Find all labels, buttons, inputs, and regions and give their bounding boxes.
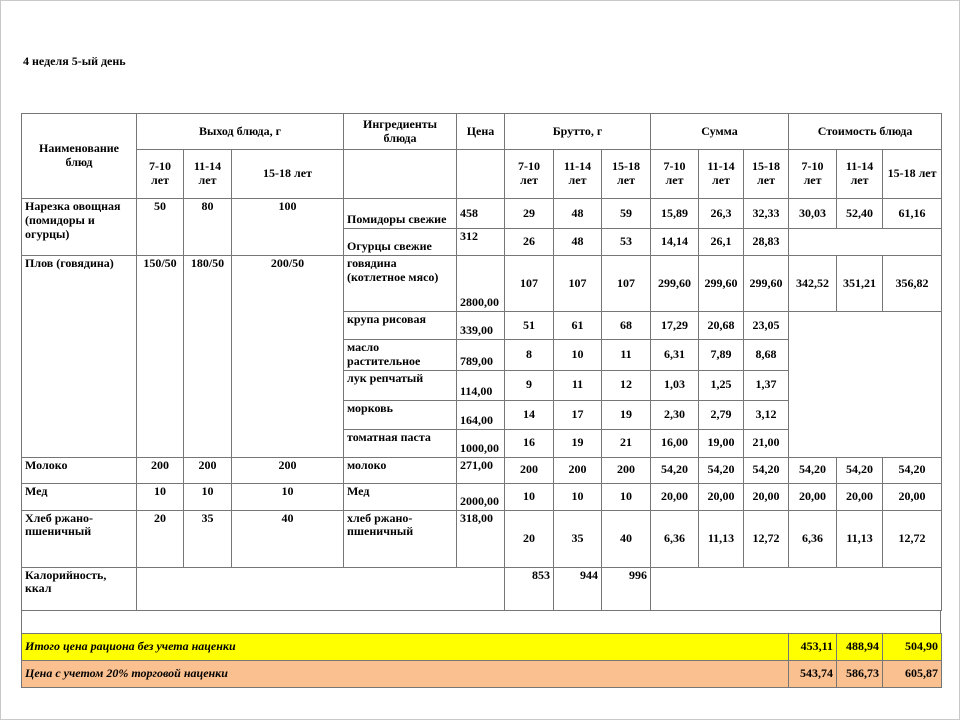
brutto-value: 12 <box>602 370 651 400</box>
markup-value-15-18: 605,87 <box>883 660 942 687</box>
cost-value: 52,40 <box>837 199 883 229</box>
empty-cost-cell <box>789 229 942 256</box>
cost-value: 6,36 <box>789 510 837 567</box>
output-value: 10 <box>184 483 232 510</box>
age-header-sum-7-10: 7-10 лет <box>651 150 699 199</box>
total-value-11-14: 488,94 <box>837 633 883 660</box>
markup-label: Цена с учетом 20% торговой наценки <box>22 660 789 687</box>
sum-value: 6,31 <box>651 340 699 371</box>
brutto-value: 21 <box>602 429 651 457</box>
brutto-value: 19 <box>554 429 602 457</box>
table-row <box>22 457 942 483</box>
sum-value: 299,60 <box>744 256 789 312</box>
header-row-2 <box>22 150 942 199</box>
cost-value: 12,72 <box>883 510 942 567</box>
col-header-dish-name: Наименование блюд <box>22 114 137 199</box>
dish-name: Калорийность, ккал <box>22 567 137 610</box>
sum-value: 20,68 <box>699 312 744 340</box>
cost-value: 54,20 <box>837 457 883 483</box>
price-value: 2800,00 <box>457 256 505 312</box>
cost-value: 351,21 <box>837 256 883 312</box>
age-header-sum-15-18: 15-18 лет <box>744 150 789 199</box>
ingredient-name: Мед <box>344 483 457 510</box>
price-value: 164,00 <box>457 400 505 429</box>
calories-value: 996 <box>602 567 651 610</box>
cost-value: 54,20 <box>883 457 942 483</box>
sum-value: 299,60 <box>651 256 699 312</box>
price-value: 339,00 <box>457 312 505 340</box>
brutto-value: 200 <box>505 457 554 483</box>
sum-value: 54,20 <box>651 457 699 483</box>
brutto-value: 26 <box>505 229 554 256</box>
empty-cell <box>137 567 505 610</box>
output-value: 100 <box>232 199 344 256</box>
cost-value: 30,03 <box>789 199 837 229</box>
spacer-row <box>21 611 941 633</box>
output-value: 180/50 <box>184 256 232 458</box>
sum-value: 299,60 <box>699 256 744 312</box>
brutto-value: 40 <box>602 510 651 567</box>
brutto-value: 59 <box>602 199 651 229</box>
brutto-value: 200 <box>554 457 602 483</box>
sum-value: 32,33 <box>744 199 789 229</box>
price-value: 789,00 <box>457 340 505 371</box>
output-value: 10 <box>232 483 344 510</box>
age-header-output-15-18: 15-18 лет <box>232 150 344 199</box>
cost-value: 356,82 <box>883 256 942 312</box>
markup-value-11-14: 586,73 <box>837 660 883 687</box>
brutto-value: 8 <box>505 340 554 371</box>
brutto-value: 29 <box>505 199 554 229</box>
ingredient-name: Помидоры свежие <box>344 199 457 229</box>
brutto-value: 53 <box>602 229 651 256</box>
sum-value: 1,37 <box>744 370 789 400</box>
sum-value: 21,00 <box>744 429 789 457</box>
dish-name: Молоко <box>22 457 137 483</box>
sum-value: 6,36 <box>651 510 699 567</box>
sum-value: 2,30 <box>651 400 699 429</box>
page-title: 4 неделя 5-ый день <box>23 54 126 68</box>
table-row <box>22 567 942 610</box>
price-value: 318,00 <box>457 510 505 567</box>
ingredient-name: говядина (котлетное мясо) <box>344 256 457 312</box>
sum-value: 28,83 <box>744 229 789 256</box>
col-header-cost: Стоимость блюда <box>789 114 942 150</box>
sum-value: 7,89 <box>699 340 744 371</box>
output-value: 200/50 <box>232 256 344 458</box>
table-row <box>22 510 942 567</box>
price-with-markup-row <box>22 660 942 687</box>
total-label: Итого цена рациона без учета наценки <box>22 633 789 660</box>
ingredient-name: Огурцы свежие <box>344 229 457 256</box>
output-value: 80 <box>184 199 232 256</box>
table-row <box>22 199 942 229</box>
brutto-value: 9 <box>505 370 554 400</box>
ingredient-name: томатная паста <box>344 429 457 457</box>
brutto-value: 35 <box>554 510 602 567</box>
price-value: 1000,00 <box>457 429 505 457</box>
dish-name: Хлеб ржано-пшеничный <box>22 510 137 567</box>
total-value-15-18: 504,90 <box>883 633 942 660</box>
sum-value: 20,00 <box>744 483 789 510</box>
sum-value: 1,25 <box>699 370 744 400</box>
cost-value: 61,16 <box>883 199 942 229</box>
menu-cost-table <box>21 113 942 611</box>
sum-value: 17,29 <box>651 312 699 340</box>
brutto-value: 200 <box>602 457 651 483</box>
cost-value: 342,52 <box>789 256 837 312</box>
brutto-value: 48 <box>554 229 602 256</box>
sum-value: 1,03 <box>651 370 699 400</box>
empty-header-cell <box>457 150 505 199</box>
ingredient-name: крупа рисовая <box>344 312 457 340</box>
age-header-output-7-10: 7-10 лет <box>137 150 184 199</box>
cost-value: 20,00 <box>883 483 942 510</box>
cost-value: 20,00 <box>837 483 883 510</box>
sum-value: 16,00 <box>651 429 699 457</box>
brutto-value: 51 <box>505 312 554 340</box>
price-value: 114,00 <box>457 370 505 400</box>
sum-value: 8,68 <box>744 340 789 371</box>
sum-value: 2,79 <box>699 400 744 429</box>
brutto-value: 107 <box>602 256 651 312</box>
sum-value: 54,20 <box>744 457 789 483</box>
output-value: 20 <box>137 510 184 567</box>
output-value: 150/50 <box>137 256 184 458</box>
output-value: 200 <box>184 457 232 483</box>
brutto-value: 10 <box>554 483 602 510</box>
output-value: 200 <box>232 457 344 483</box>
sum-value: 26,1 <box>699 229 744 256</box>
output-value: 40 <box>232 510 344 567</box>
brutto-value: 16 <box>505 429 554 457</box>
calories-value: 853 <box>505 567 554 610</box>
brutto-value: 17 <box>554 400 602 429</box>
empty-header-cell <box>344 150 457 199</box>
col-header-sum: Сумма <box>651 114 789 150</box>
sum-value: 12,72 <box>744 510 789 567</box>
output-value: 200 <box>137 457 184 483</box>
brutto-value: 107 <box>554 256 602 312</box>
brutto-value: 107 <box>505 256 554 312</box>
total-without-markup-row <box>22 633 942 660</box>
output-value: 50 <box>137 199 184 256</box>
col-header-output: Выход блюда, г <box>137 114 344 150</box>
brutto-value: 11 <box>602 340 651 371</box>
brutto-value: 10 <box>505 483 554 510</box>
cost-value: 54,20 <box>789 457 837 483</box>
totals-table <box>21 633 942 688</box>
brutto-value: 48 <box>554 199 602 229</box>
price-value: 458 <box>457 199 505 229</box>
col-header-ingredients: Ингредиенты блюда <box>344 114 457 150</box>
ingredient-name: масло растительное <box>344 340 457 371</box>
age-header-brutto-15-18: 15-18 лет <box>602 150 651 199</box>
menu-cost-table-wrap <box>21 113 942 688</box>
price-value: 271,00 <box>457 457 505 483</box>
dish-name: Мед <box>22 483 137 510</box>
age-header-brutto-7-10: 7-10 лет <box>505 150 554 199</box>
sum-value: 19,00 <box>699 429 744 457</box>
brutto-value: 61 <box>554 312 602 340</box>
sum-value: 3,12 <box>744 400 789 429</box>
age-header-brutto-11-14: 11-14 лет <box>554 150 602 199</box>
brutto-value: 10 <box>554 340 602 371</box>
total-value-7-10: 453,11 <box>789 633 837 660</box>
output-value: 35 <box>184 510 232 567</box>
sum-value: 20,00 <box>651 483 699 510</box>
ingredient-name: молоко <box>344 457 457 483</box>
markup-value-7-10: 543,74 <box>789 660 837 687</box>
age-header-cost-15-18: 15-18 лет <box>883 150 942 199</box>
brutto-value: 14 <box>505 400 554 429</box>
header-row-1 <box>22 114 942 150</box>
sum-value: 20,00 <box>699 483 744 510</box>
brutto-value: 19 <box>602 400 651 429</box>
col-header-price: Цена <box>457 114 505 150</box>
sum-value: 54,20 <box>699 457 744 483</box>
dish-name: Плов (говядина) <box>22 256 137 458</box>
sum-value: 11,13 <box>699 510 744 567</box>
empty-cell <box>651 567 942 610</box>
cost-value: 20,00 <box>789 483 837 510</box>
output-value: 10 <box>137 483 184 510</box>
brutto-value: 11 <box>554 370 602 400</box>
price-value: 2000,00 <box>457 483 505 510</box>
cost-value: 11,13 <box>837 510 883 567</box>
brutto-value: 10 <box>602 483 651 510</box>
calories-value: 944 <box>554 567 602 610</box>
ingredient-name: морковь <box>344 400 457 429</box>
sum-value: 26,3 <box>699 199 744 229</box>
price-value: 312 <box>457 229 505 256</box>
age-header-output-11-14: 11-14 лет <box>184 150 232 199</box>
brutto-value: 68 <box>602 312 651 340</box>
table-row <box>22 483 942 510</box>
table-row <box>22 256 942 312</box>
age-header-sum-11-14: 11-14 лет <box>699 150 744 199</box>
brutto-value: 20 <box>505 510 554 567</box>
dish-name: Нарезка овощная (помидоры и огурцы) <box>22 199 137 256</box>
empty-cost-cell <box>789 312 942 458</box>
ingredient-name: лук репчатый <box>344 370 457 400</box>
age-header-cost-11-14: 11-14 лет <box>837 150 883 199</box>
sum-value: 23,05 <box>744 312 789 340</box>
sum-value: 15,89 <box>651 199 699 229</box>
col-header-brutto: Брутто, г <box>505 114 651 150</box>
ingredient-name: хлеб ржано-пшеничный <box>344 510 457 567</box>
sum-value: 14,14 <box>651 229 699 256</box>
age-header-cost-7-10: 7-10 лет <box>789 150 837 199</box>
